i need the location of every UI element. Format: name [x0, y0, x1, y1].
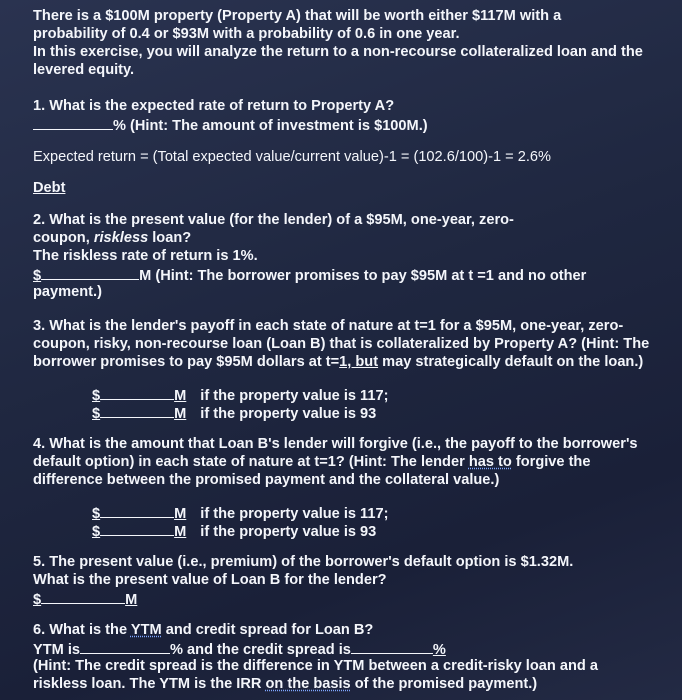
- q5-answer-blank[interactable]: [41, 590, 125, 604]
- q6-ytm-label: YTM is: [33, 642, 81, 658]
- q2-line-1: 2. What is the present value (for the lender) of a $95M, one-year, zero-: [33, 212, 514, 228]
- q3-line-3a: borrower promises to pay $95M dollars at t=: [33, 354, 340, 370]
- q4-unit-1: M: [174, 506, 187, 522]
- q4-row1-text: if the property value is 117;: [200, 506, 389, 522]
- q1-answer-suffix: % (Hint: The amount of investment is $100M.): [113, 118, 428, 134]
- q6-line-4: [33, 676, 537, 694]
- q4-dollar-1: $: [92, 506, 101, 522]
- q2-line-4: [33, 266, 586, 286]
- q4-blank-93[interactable]: [100, 522, 174, 536]
- q2-hint: M (Hint: The borrower promises to pay $95M at t =1 and no other: [139, 268, 587, 284]
- q4-line-2c: forgive the: [511, 454, 591, 470]
- q5-answer-line: [33, 590, 137, 610]
- q4-row-117: [92, 504, 388, 524]
- q2-line-2c: loan?: [148, 230, 192, 246]
- q3-row1-text: if the property value is 117;: [200, 388, 389, 404]
- q2-line-3: The riskless rate of return is 1%.: [33, 248, 258, 264]
- q1-answer-blank[interactable]: [33, 116, 113, 130]
- q3-row2-text: if the property value is 93: [200, 406, 377, 422]
- q3-line-1: 3. What is the lender's payoff in each state of nature at t=1 for a $95M, one-year, zero-: [33, 318, 624, 334]
- q5-dollar: $: [33, 592, 42, 608]
- debt-heading: Debt: [33, 180, 66, 196]
- q6-ytm: YTM: [130, 622, 162, 638]
- q4-line-1: 4. What is the amount that Loan B's lender will forgive (i.e., the payoff to the borrower's: [33, 436, 638, 452]
- q6-line-1a: 6. What is the: [33, 622, 131, 638]
- q3-blank-117[interactable]: [100, 386, 174, 400]
- q4-line-2: [33, 454, 590, 472]
- q3-line-3c: may strategically default on the loan.): [378, 354, 644, 370]
- q2-riskless: riskless: [93, 230, 149, 246]
- q4-row2-text: if the property value is 93: [200, 524, 377, 540]
- q4-line-3: difference between the promised payment and the collateral value.): [33, 472, 500, 488]
- q5-unit: M: [125, 592, 138, 608]
- q3-dollar-2: $: [92, 406, 101, 422]
- q4-line-2a: default option) in each state of nature at t=1? (Hint: The lender: [33, 454, 469, 470]
- q4-has-to: has to: [468, 454, 512, 470]
- q5-line-1: 5. The present value (i.e., premium) of the borrower's default option is $1.32M.: [33, 554, 574, 570]
- q6-line-2: [33, 640, 446, 660]
- q6-line-3: (Hint: The credit spread is the difference in YTM between a credit-risky loan and a: [33, 658, 598, 674]
- q4-row-93: [92, 522, 376, 542]
- q2-dollar: $: [33, 268, 42, 284]
- q6-on-the-basis: on the basis: [265, 676, 351, 692]
- q6-percent: %: [432, 642, 446, 658]
- q3-row-93: [92, 404, 376, 424]
- q3-line-2: coupon, risky, non-recourse loan (Loan B) that is collateralized by Property A? (Hint: The: [33, 336, 650, 352]
- q1-question: 1. What is the expected rate of return to Property A?: [33, 98, 395, 114]
- q4-blank-117[interactable]: [100, 504, 174, 518]
- q3-line-3: [33, 354, 643, 372]
- q4-unit-2: M: [174, 524, 187, 540]
- q6-line-4a: riskless loan. The YTM is the IRR: [33, 676, 266, 692]
- q6-spread-label: % and the credit spread is: [170, 642, 351, 658]
- q3-unit-1: M: [174, 388, 187, 404]
- q5-line-2: What is the present value of Loan B for the lender?: [33, 572, 387, 588]
- intro-line-1: There is a $100M property (Property A) that will be worth either $117M with a: [33, 8, 562, 24]
- q1-answer-line: [33, 116, 428, 136]
- intro-line-3: In this exercise, you will analyze the return to a non-recourse collateralized loan and the: [33, 44, 643, 60]
- q2-line-2a: coupon,: [33, 230, 94, 246]
- q3-line-3b: 1, but: [339, 354, 379, 370]
- q3-unit-2: M: [174, 406, 187, 422]
- q1-expected-return: Expected return = (Total expected value/current value)-1 = (102.6/100)-1 = 2.6%: [33, 149, 551, 165]
- q6-ytm-blank[interactable]: [80, 640, 170, 654]
- q2-line-5: payment.): [33, 284, 102, 300]
- q6-spread-blank[interactable]: [351, 640, 433, 654]
- q2-answer-blank[interactable]: [41, 266, 139, 280]
- q4-dollar-2: $: [92, 524, 101, 540]
- q6-line-4c: of the promised payment.): [350, 676, 538, 692]
- q6-line-1c: and credit spread for Loan B?: [161, 622, 374, 638]
- q3-dollar-1: $: [92, 388, 101, 404]
- intro-line-2: probability of 0.4 or $93M with a probability of 0.6 in one year.: [33, 26, 460, 42]
- q3-row-117: [92, 386, 388, 406]
- q6-line-1: [33, 622, 373, 640]
- q2-line-2: [33, 230, 191, 248]
- q3-blank-93[interactable]: [100, 404, 174, 418]
- intro-line-4: levered equity.: [33, 62, 135, 78]
